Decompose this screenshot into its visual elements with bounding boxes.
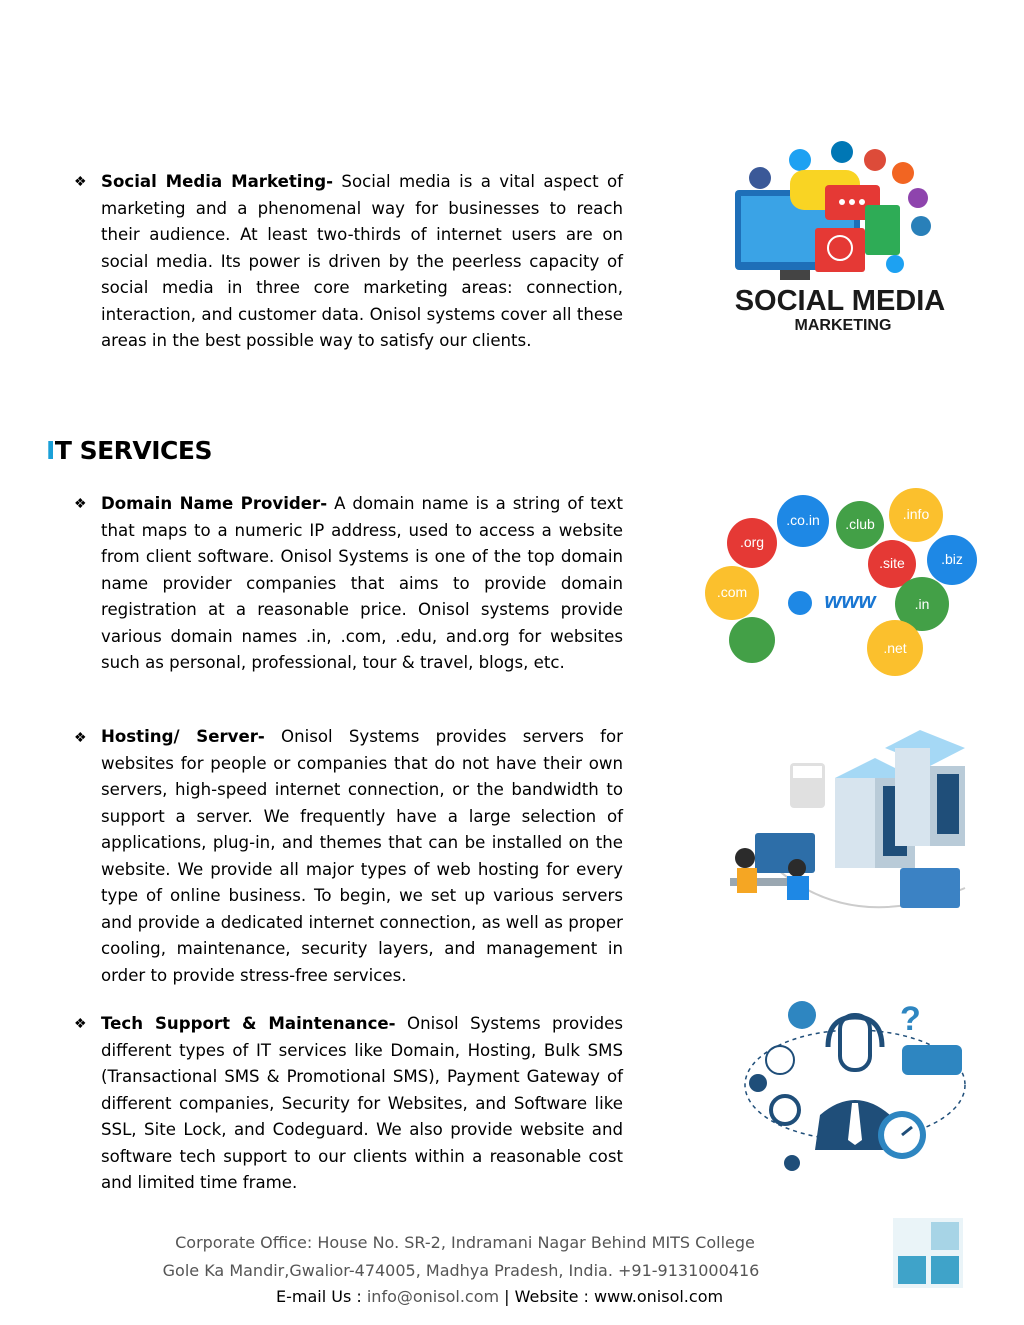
bubble-site: .site — [879, 555, 905, 571]
bubble-com: .com — [716, 584, 748, 600]
social-media-image-line2: MARKETING — [794, 317, 892, 334]
bullet-icon: ❖ — [74, 729, 87, 745]
separator: | — [499, 1287, 515, 1306]
bullet-icon: ❖ — [74, 1015, 87, 1031]
hosting-illustration — [725, 718, 975, 938]
domain-title: Domain Name Provider- — [101, 494, 328, 513]
bubble-www: www — [824, 588, 876, 613]
website-label: Website : — [514, 1287, 594, 1306]
bubble-coin: .co.in — [786, 512, 820, 528]
social-media-illustration — [705, 140, 975, 340]
footer-line2: Gole Ka Mandir,Gwalior-474005, Madhya Pradesh, India. +91-9131000416 — [162, 1261, 760, 1280]
bubble-club: .club — [845, 516, 875, 532]
footer-contact — [276, 1287, 723, 1306]
domain-illustration — [700, 488, 985, 678]
bullet-icon: ❖ — [74, 173, 87, 189]
email-label: E-mail Us : — [276, 1287, 367, 1306]
svg-text:?: ? — [900, 1000, 921, 1038]
hosting-title: Hosting/ Server- — [101, 727, 265, 746]
domain-paragraph — [101, 491, 623, 677]
bubble-org: .org — [739, 534, 765, 550]
heading-first-letter: I — [46, 436, 55, 465]
website-link[interactable]: www.onisol.com — [593, 1287, 724, 1306]
bubble-biz: .biz — [941, 551, 963, 567]
bubble-net: .net — [883, 640, 907, 656]
hosting-body: Onisol Systems provides servers for websites for people or companies that do not have their own servers, high-speed internet connection, or the bandwidth to support a server. We frequently have a large selection of applications, plug-in, and themes that can be installed on the website. We provide all major types of web hosting for every type of online business. To begin, we set up various servers and provide a dedicated internet connection, as well as proper cooling, maintenance, security layers, and management in order to provide stress-free services. — [101, 727, 623, 985]
social-media-image-line1: SOCIAL MEDIA — [734, 285, 946, 317]
support-paragraph — [101, 1011, 623, 1197]
heading-rest: T SERVICES — [54, 436, 212, 465]
domain-body: A domain name is a string of text that maps to a numeric IP address, used to access a website from client software. Onisol Systems is one of the top domain name provider companies that aims to provide domain registration at a reasonable price. Onisol systems provide various domain names .in, .com, .edu, and.org for websites such as personal, professional, tour & travel, blogs, etc. — [101, 494, 623, 672]
bubble-info: .info — [902, 506, 930, 522]
support-illustration — [740, 995, 970, 1180]
it-services-heading — [46, 436, 212, 465]
company-logo — [893, 1218, 963, 1288]
social-media-paragraph — [101, 169, 623, 355]
hosting-paragraph — [101, 724, 623, 989]
bullet-icon: ❖ — [74, 495, 87, 511]
support-body: Onisol Systems provides different types of IT services like Domain, Hosting, Bulk SMS (Transactional SMS & Promotional SMS), Payment Gateway of different companies, Security for Websites, and Software like SSL, Site Lock, and Codeguard. We also provide website and software tech support to our clients within a reasonable cost and limited time frame. — [101, 1014, 623, 1192]
email-link[interactable]: info@onisol.com — [366, 1287, 500, 1306]
social-media-title: Social Media Marketing- — [101, 172, 334, 191]
support-title: Tech Support & Maintenance- — [101, 1014, 396, 1033]
social-media-body: Social media is a vital aspect of marketing and a phenomenal way for businesses to reach their audience. At least two-thirds of internet users are on social media. Its power is driven by the peerless capacity of social media in three core marketing areas: connection, interaction, and customer data. Onisol systems cover all these areas in the best possible way to satisfy our clients. — [101, 172, 623, 350]
footer-line1: Corporate Office: House No. SR-2, Indramani Nagar Behind MITS College — [175, 1233, 755, 1252]
bubble-in: .in — [914, 596, 930, 612]
